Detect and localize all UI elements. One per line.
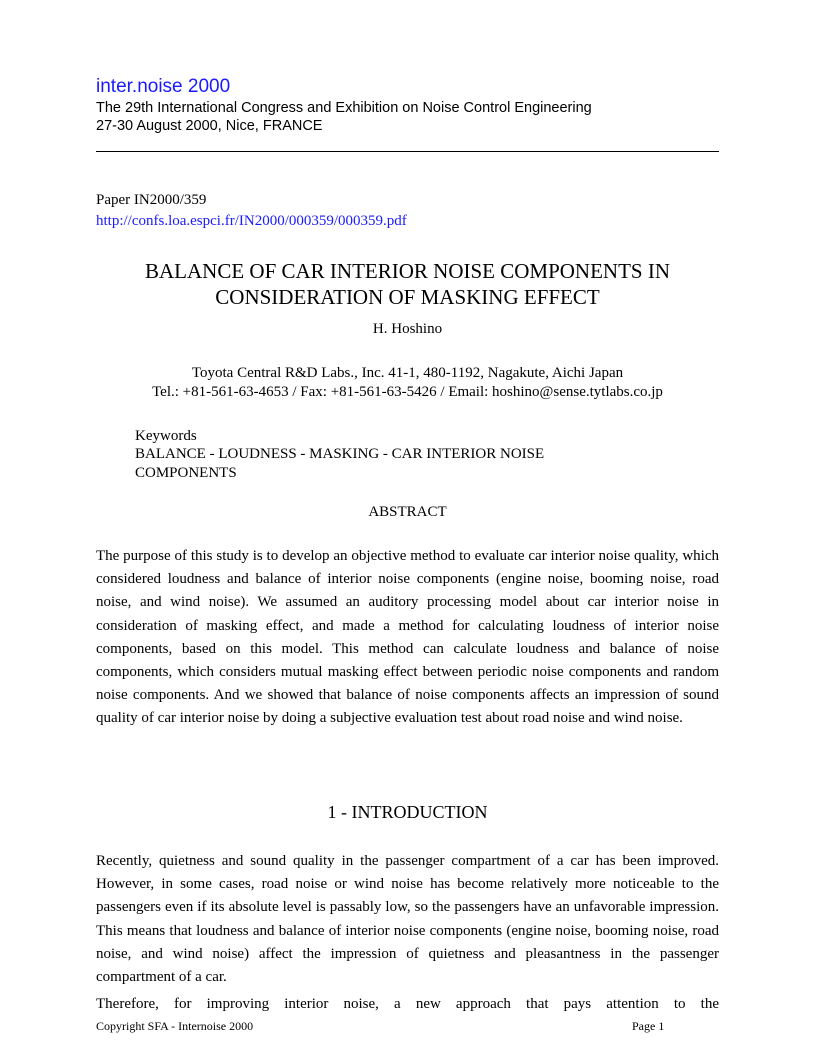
paper-title-line-1: BALANCE OF CAR INTERIOR NOISE COMPONENTS IN — [144, 259, 671, 283]
author: H. Hoshino — [372, 321, 443, 337]
paper-id: Paper IN2000/359 — [96, 192, 207, 208]
header-divider — [96, 151, 719, 152]
abstract-text: The purpose of this study is to develop an objective method to evaluate car interior noise quality, which considered loudness and balance of interior noise components (engine noise, booming noise, road noise, and wind noise). We assumed an auditory processing model about car interior noise in consideration of masking effect, and made a method for calculating loudness of interior noise components, based on this model. This method can calculate loudness and balance of noise components, which considers mutual masking effect between periodic noise components and random noise components. And we showed that balance of noise components affects an impression of sound quality of car interior noise by doing a subjective evaluation test about road noise and wind noise. — [96, 548, 719, 727]
introduction-paragraph-1: Recently, quietness and sound quality in the passenger compartment of a car has been improved. However, in some cases, road noise or wind noise has become relatively more noticeable to the passengers even if its absolute level is passably low, so the passengers have an unfavorable impression. This means that loudness and balance of interior noise components (engine noise, booming noise, road noise, and wind noise) affect the impression of quietness and pleasantness in the passenger compartment of a car. — [96, 853, 719, 986]
paper-url-link[interactable]: http://confs.loa.espci.fr/IN2000/000359/000359.pdf — [96, 213, 407, 229]
keywords-line-2: COMPONENTS — [135, 465, 237, 481]
affiliation: Toyota Central R&D Labs., Inc. 41-1, 480-1192, Nagakute, Aichi Japan — [191, 365, 624, 381]
keywords-heading: Keywords — [135, 428, 197, 444]
introduction-heading: 1 - INTRODUCTION — [327, 802, 488, 822]
contact-info: Tel.: +81-561-63-4653 / Fax: +81-561-63-5426 / Email: hoshino@sense.tytlabs.co.jp — [152, 384, 663, 400]
conference-name: inter.noise 2000 — [96, 76, 231, 97]
introduction-paragraph-2: Therefore, for improving interior noise, a new approach that pays attention to the — [96, 996, 719, 1012]
conference-subtitle: The 29th International Congress and Exhibition on Noise Control Engineering — [96, 100, 592, 116]
footer-copyright: Copyright SFA - Internoise 2000 — [96, 1019, 254, 1033]
keywords-line-1: BALANCE - LOUDNESS - MASKING - CAR INTERIOR NOISE — [135, 446, 545, 462]
paper-title-line-2: CONSIDERATION OF MASKING EFFECT — [215, 285, 600, 309]
abstract-heading: ABSTRACT — [368, 504, 447, 520]
footer-page-number: Page 1 — [632, 1019, 665, 1033]
conference-dates: 27-30 August 2000, Nice, FRANCE — [96, 118, 323, 134]
